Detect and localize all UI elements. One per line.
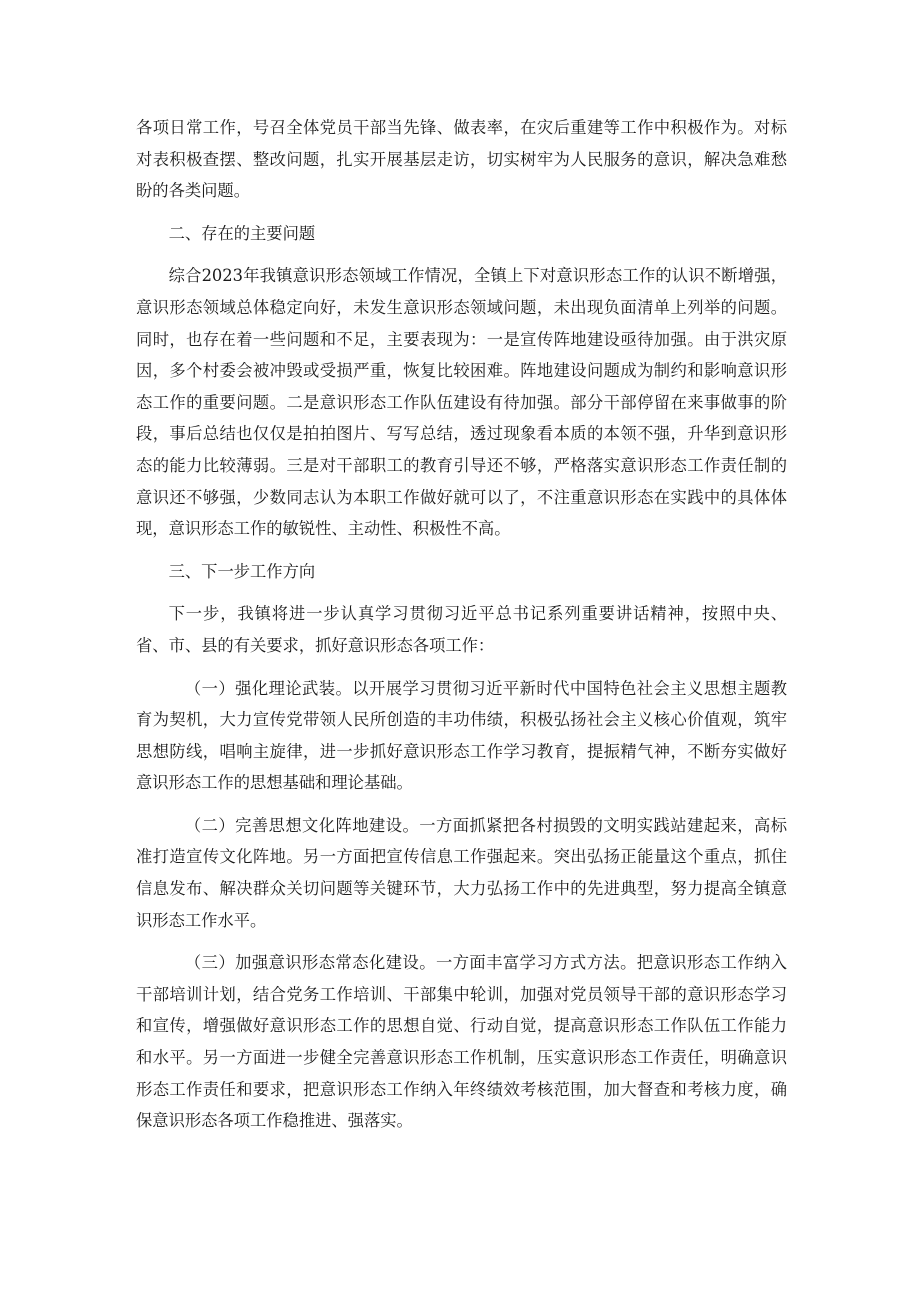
paragraph-item-3: （三）加强意识形态常态化建设。一方面丰富学习方式方法。把意识形态工作纳入干部培训计划，结合党务工作培训、干部集中轮训，加强对党员领导干部的意识形态学习和宣传，增强做好意识形态工作的思想自觉、行动自觉，提高意识形态工作队伍工作能力和水平。另一方面进一步健全完善意识形态工作机制，压实意识形态工作责任，明确意识形态工作责任和要求，把意识形态工作纳入年终绩效考核范围，加大督查和考核力度，确保意识形态各项工作稳推进、强落实。 [136,953,787,1131]
section-heading-3: 三、下一步工作方向 [168,561,316,581]
paragraph-problems: 综合2023年我镇意识形态领域工作情况，全镇上下对意识形态工作的认识不断增强，意识形态领域总体稳定向好，未发生意识形态领域问题，未出现负面清单上列举的问题。同时，也存在着一些问题和不足，主要表现为：一是宣传阵地建设亟待加强。由于洪灾原因，多个村委会被冲毁或受损严重，恢复比较困难。阵地建设问题成为制约和影响意识形态工作的重要问题。二是意识形态工作队伍建设有待加强。部分干部停留在来事做事的阶段，事后总结也仅仅是拍拍图片、写写总结，透过现象看本质的本领不强，升华到意识形态的能力比较薄弱。三是对干部职工的教育引导还不够，严格落实意识形态工作责任制的意识还不够强，少数同志认为本职工作做好就可以了，不注重意识形态在实践中的具体体现，意识形态工作的敏锐性、主动性、积极性不高。 [136,266,787,539]
paragraph-item-2: （二）完善思想文化阵地建设。一方面抓紧把各村损毁的文明实践站建起来，高标准打造宣传文化阵地。另一方面把宣传信息工作强起来。突出弘扬正能量这个重点，抓住信息发布、解决群众关切问题等关键环节，大力弘扬工作中的先进典型，努力提高全镇意识形态工作水平。 [136,815,787,930]
section-heading-2: 二、存在的主要问题 [168,223,316,243]
paragraph-next-steps-intro: 下一步，我镇将进一步认真学习贯彻习近平总书记系列重要讲话精神，按照中央、省、市、县的有关要求，抓好意识形态各项工作： [136,604,787,655]
document-body [136,112,787,1148]
paragraph-continued: 各项日常工作，号召全体党员干部当先锋、做表率，在灾后重建等工作中积极作为。对标对表积极查摆、整改问题，扎实开展基层走访，切实树牢为人民服务的意识，解决急难愁盼的各类问题。 [136,118,787,201]
paragraph-item-1: （一）强化理论武装。以开展学习贯彻习近平新时代中国特色社会主义思想主题教育为契机，大力宣传党带领人民所创造的丰功伟绩，积极弘扬社会主义核心价值观，筑牢思想防线，唱响主旋律，进一步抓好意识形态工作学习教育，提振精气神，不断夯实做好意识形态工作的思想基础和理论基础。 [136,678,787,793]
